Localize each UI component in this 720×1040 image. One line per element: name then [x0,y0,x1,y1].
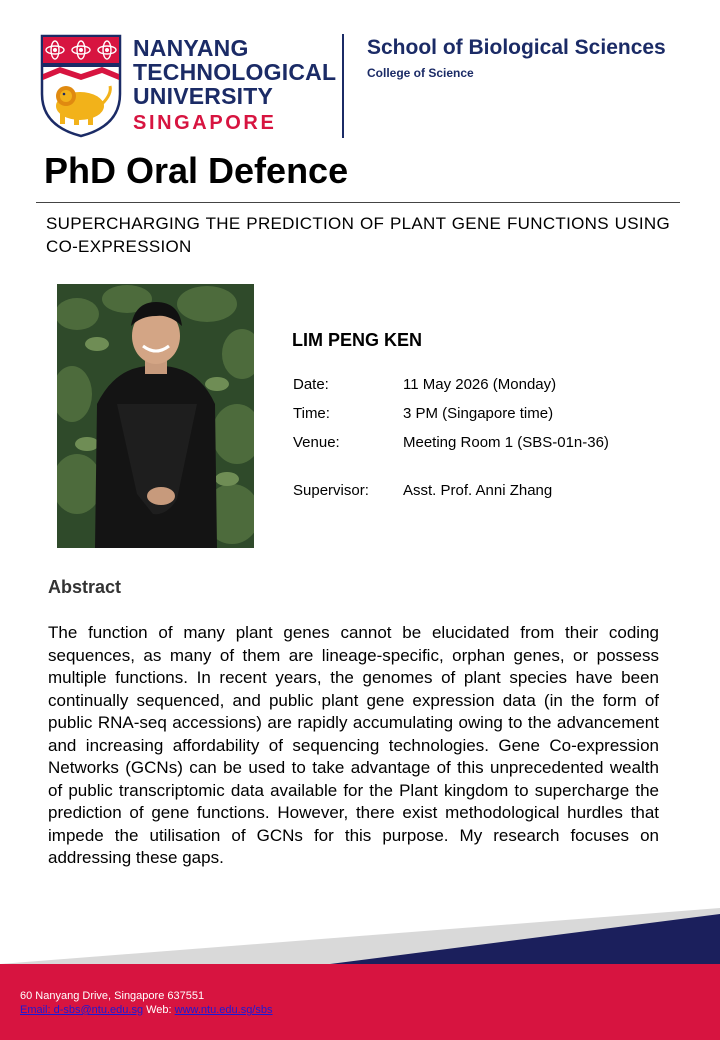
header-divider [342,34,344,138]
venue-value: Meeting Room 1 (SBS-01n-36) [403,434,609,451]
title-divider [36,202,680,203]
university-location: SINGAPORE [133,112,277,134]
web-label: Web: [143,1004,175,1016]
time-row [293,405,553,422]
abstract-heading: Abstract [48,577,122,597]
school-name: School of Biological Sciences [367,36,666,59]
time-label: Time: [293,405,330,422]
date-row [293,376,556,393]
thesis-title: SUPERCHARGING THE PREDICTION OF PLANT GENE FUNCTIONS USING CO-EXPRESSION [46,214,670,256]
venue-label: Venue: [293,434,340,451]
email-link[interactable]: Email: d-sbs@ntu.edu.sg [20,1004,144,1016]
supervisor-value: Asst. Prof. Anni Zhang [403,482,553,499]
page-title: PhD Oral Defence [44,150,349,191]
date-label: Date: [293,376,329,393]
time-value: 3 PM (Singapore time) [403,405,554,422]
date-value: 11 May 2026 (Monday) [403,376,557,393]
footer-address: 60 Nanyang Drive, Singapore 637551 [20,990,205,1002]
college-name: College of Science [367,66,474,80]
abstract-body: The function of many plant genes cannot be elucidated from their coding sequences, as many of them are lineage-specific, orphan genes, or possess multiple functions. In recent years, the genomes of plant species have been continually sequenced, and public plant gene expression data (in the form of public RNA-seq accessions) are rapidly accumulating owing to the advancement and increasing affordability of sequencing technologies. Gene Co-expression Networks (GCNs) can be used to take advantage of this unprecedented wealth of public transcriptomic data available for the Plant kingdom to supercharge the prediction of gene functions. However, there exist methodological hurdles that impede the utilisation of GCNs for this purpose. My research focuses on addressing these gaps. [48,623,659,867]
website-link[interactable]: www.ntu.edu.sg/sbs [174,1004,273,1016]
university-name-line-3: UNIVERSITY [133,83,274,109]
venue-row [293,434,609,451]
university-name-line-2: TECHNOLOGICAL [133,59,337,85]
candidate-name: LIM PENG KEN [292,330,423,350]
candidate-photo [57,284,254,548]
supervisor-label: Supervisor: [293,482,369,499]
footer-band [0,900,720,1040]
university-name-line-1: NANYANG [133,35,249,61]
footer-contact [20,1004,273,1016]
ntu-crest-logo [40,34,122,138]
supervisor-row [293,482,552,499]
